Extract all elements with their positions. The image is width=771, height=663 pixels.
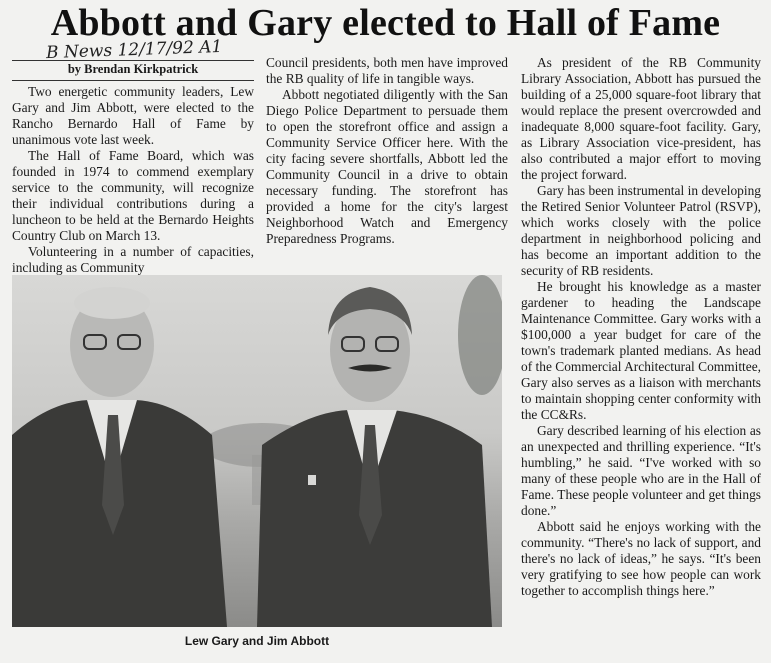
paragraph: Abbott negotiated diligently with the San Diego Police Department to persuade them to open the storefront office and assign a Community Service Officer here. With the city facing severe shortfalls, Abbott led the Community Council in a drive to obtain necessary funding. The storefront has provided a home for the city's largest Neighborhood Watch and Emergency Preparedness Programs. bbox=[266, 87, 508, 246]
person-left bbox=[12, 287, 227, 627]
person-right bbox=[257, 287, 492, 627]
photo-caption: Lew Gary and Jim Abbott bbox=[184, 634, 330, 648]
paragraph: Council presidents, both men have improved the RB quality of life in tangible ways. bbox=[266, 55, 508, 86]
handwritten-date-note: B News 12/17/92 A1 bbox=[45, 36, 223, 64]
paragraph: Gary described learning of his election as an unexpected and thrilling experience. “It's humbling,” he said. “I've worked with so many of these people who are in the Hall of Fame. These people volunteer and get things done.” bbox=[521, 423, 761, 518]
paragraph: Abbott said he enjoys working with the community. “There's no lack of support, and there's no lack of ideas,” he says. “It's been very gratifying to see how people can work together to accomplish things here.” bbox=[521, 519, 761, 598]
paragraph: Gary has been instrumental in developing the Retired Senior Volunteer Patrol (RSVP), which works closely with the police department in neighborhood policing and has become an important addition to the security of RB residents. bbox=[521, 183, 761, 278]
byline-rule-bottom bbox=[12, 80, 254, 81]
paragraph: He brought his knowledge as a master gardener to heading the Landscape Maintenance Committee. Gary works with a $100,000 a year budget for care of the town's trademark planted medians. As head of the Commercial Architectural Committee, Gary also serves as a liaison with merchants to maintain shopping center conformity with the CC&Rs. bbox=[521, 279, 761, 422]
photo-illustration bbox=[12, 275, 502, 627]
byline: by Brendan Kirkpatrick bbox=[67, 62, 199, 76]
paragraph: As president of the RB Community Library Association, Abbott has pursued the building of a 25,000 square-foot library that would replace the present overcrowded and inadequate 8,000 square-foot facility. Gary, as Library Association vice-president, has also contributed a major effort to moving the project forward. bbox=[521, 55, 761, 182]
headline: Abbott and Gary elected to Hall of Fame bbox=[50, 2, 721, 44]
article-column-1 bbox=[12, 84, 254, 276]
paragraph: Volunteering in a number of capacities, including as Community bbox=[12, 244, 254, 275]
news-photo bbox=[12, 275, 502, 627]
byline-rule-top bbox=[12, 60, 254, 61]
paragraph: The Hall of Fame Board, which was founded in 1974 to commend exemplary service to the community, will recognize their individual contributions during a luncheon to be held at the Bernardo Heights Country Club on March 13. bbox=[12, 148, 254, 243]
paragraph: Two energetic community leaders, Lew Gary and Jim Abbott, were elected to the Rancho Bernardo Hall of Fame by unanimous vote last week. bbox=[12, 84, 254, 147]
article-column-2 bbox=[266, 55, 508, 247]
article-column-3 bbox=[521, 55, 761, 599]
